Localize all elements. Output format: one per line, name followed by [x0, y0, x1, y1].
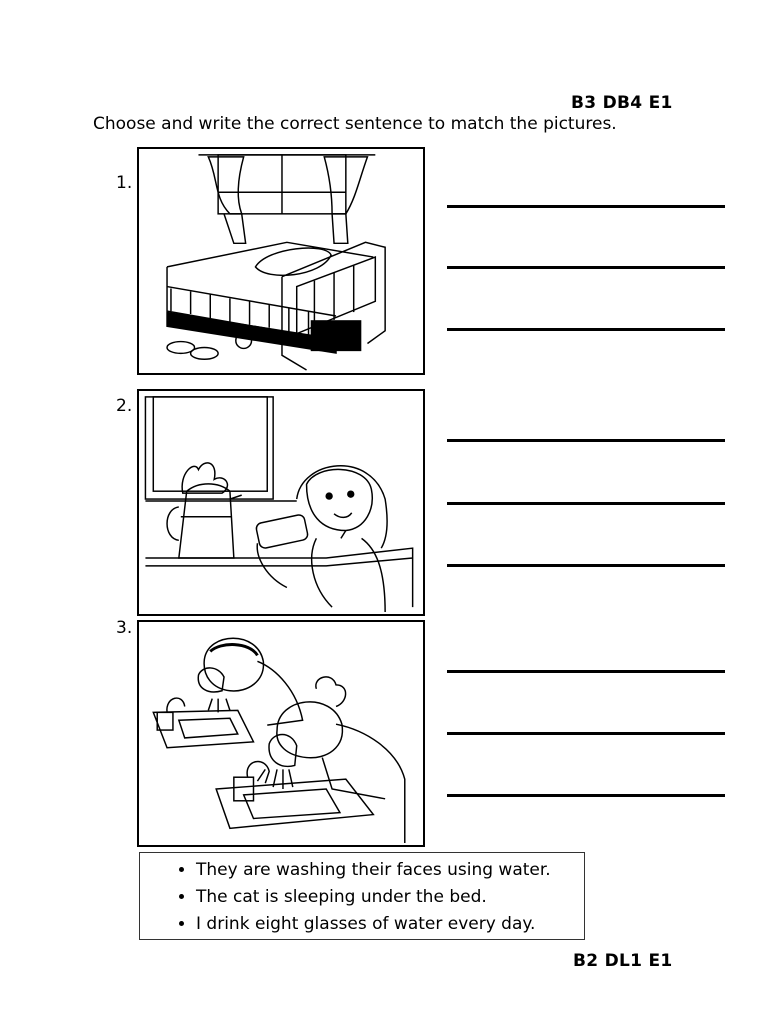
question-1-number: 1.: [116, 173, 133, 193]
answer-line-2a[interactable]: [447, 439, 725, 442]
worksheet-code-top: B3 DB4 E1: [571, 93, 673, 113]
answer-line-1b[interactable]: [447, 266, 725, 269]
picture-bed-cat: [137, 147, 425, 375]
picture-washing-faces: [137, 620, 425, 847]
picture-girl-drinking: [137, 389, 425, 616]
answer-line-3c[interactable]: [447, 794, 725, 797]
sentence-bank: [139, 852, 585, 940]
question-2-number: 2.: [116, 396, 133, 416]
question-3-number: 3.: [116, 618, 133, 638]
sentence-option-1: • They are washing their faces using water.: [196, 857, 584, 884]
answer-line-3b[interactable]: [447, 732, 725, 735]
answer-line-3a[interactable]: [447, 670, 725, 673]
worksheet-code-bottom: B2 DL1 E1: [573, 951, 673, 971]
instruction-text: Choose and write the correct sentence to match the pictures.: [93, 114, 617, 134]
sentence-option-3: • I drink eight glasses of water every day.: [196, 911, 584, 938]
answer-line-2c[interactable]: [447, 564, 725, 567]
answer-line-1c[interactable]: [447, 328, 725, 331]
sentence-option-2: • The cat is sleeping under the bed.: [196, 884, 584, 911]
answer-line-2b[interactable]: [447, 502, 725, 505]
answer-line-1a[interactable]: [447, 205, 725, 208]
